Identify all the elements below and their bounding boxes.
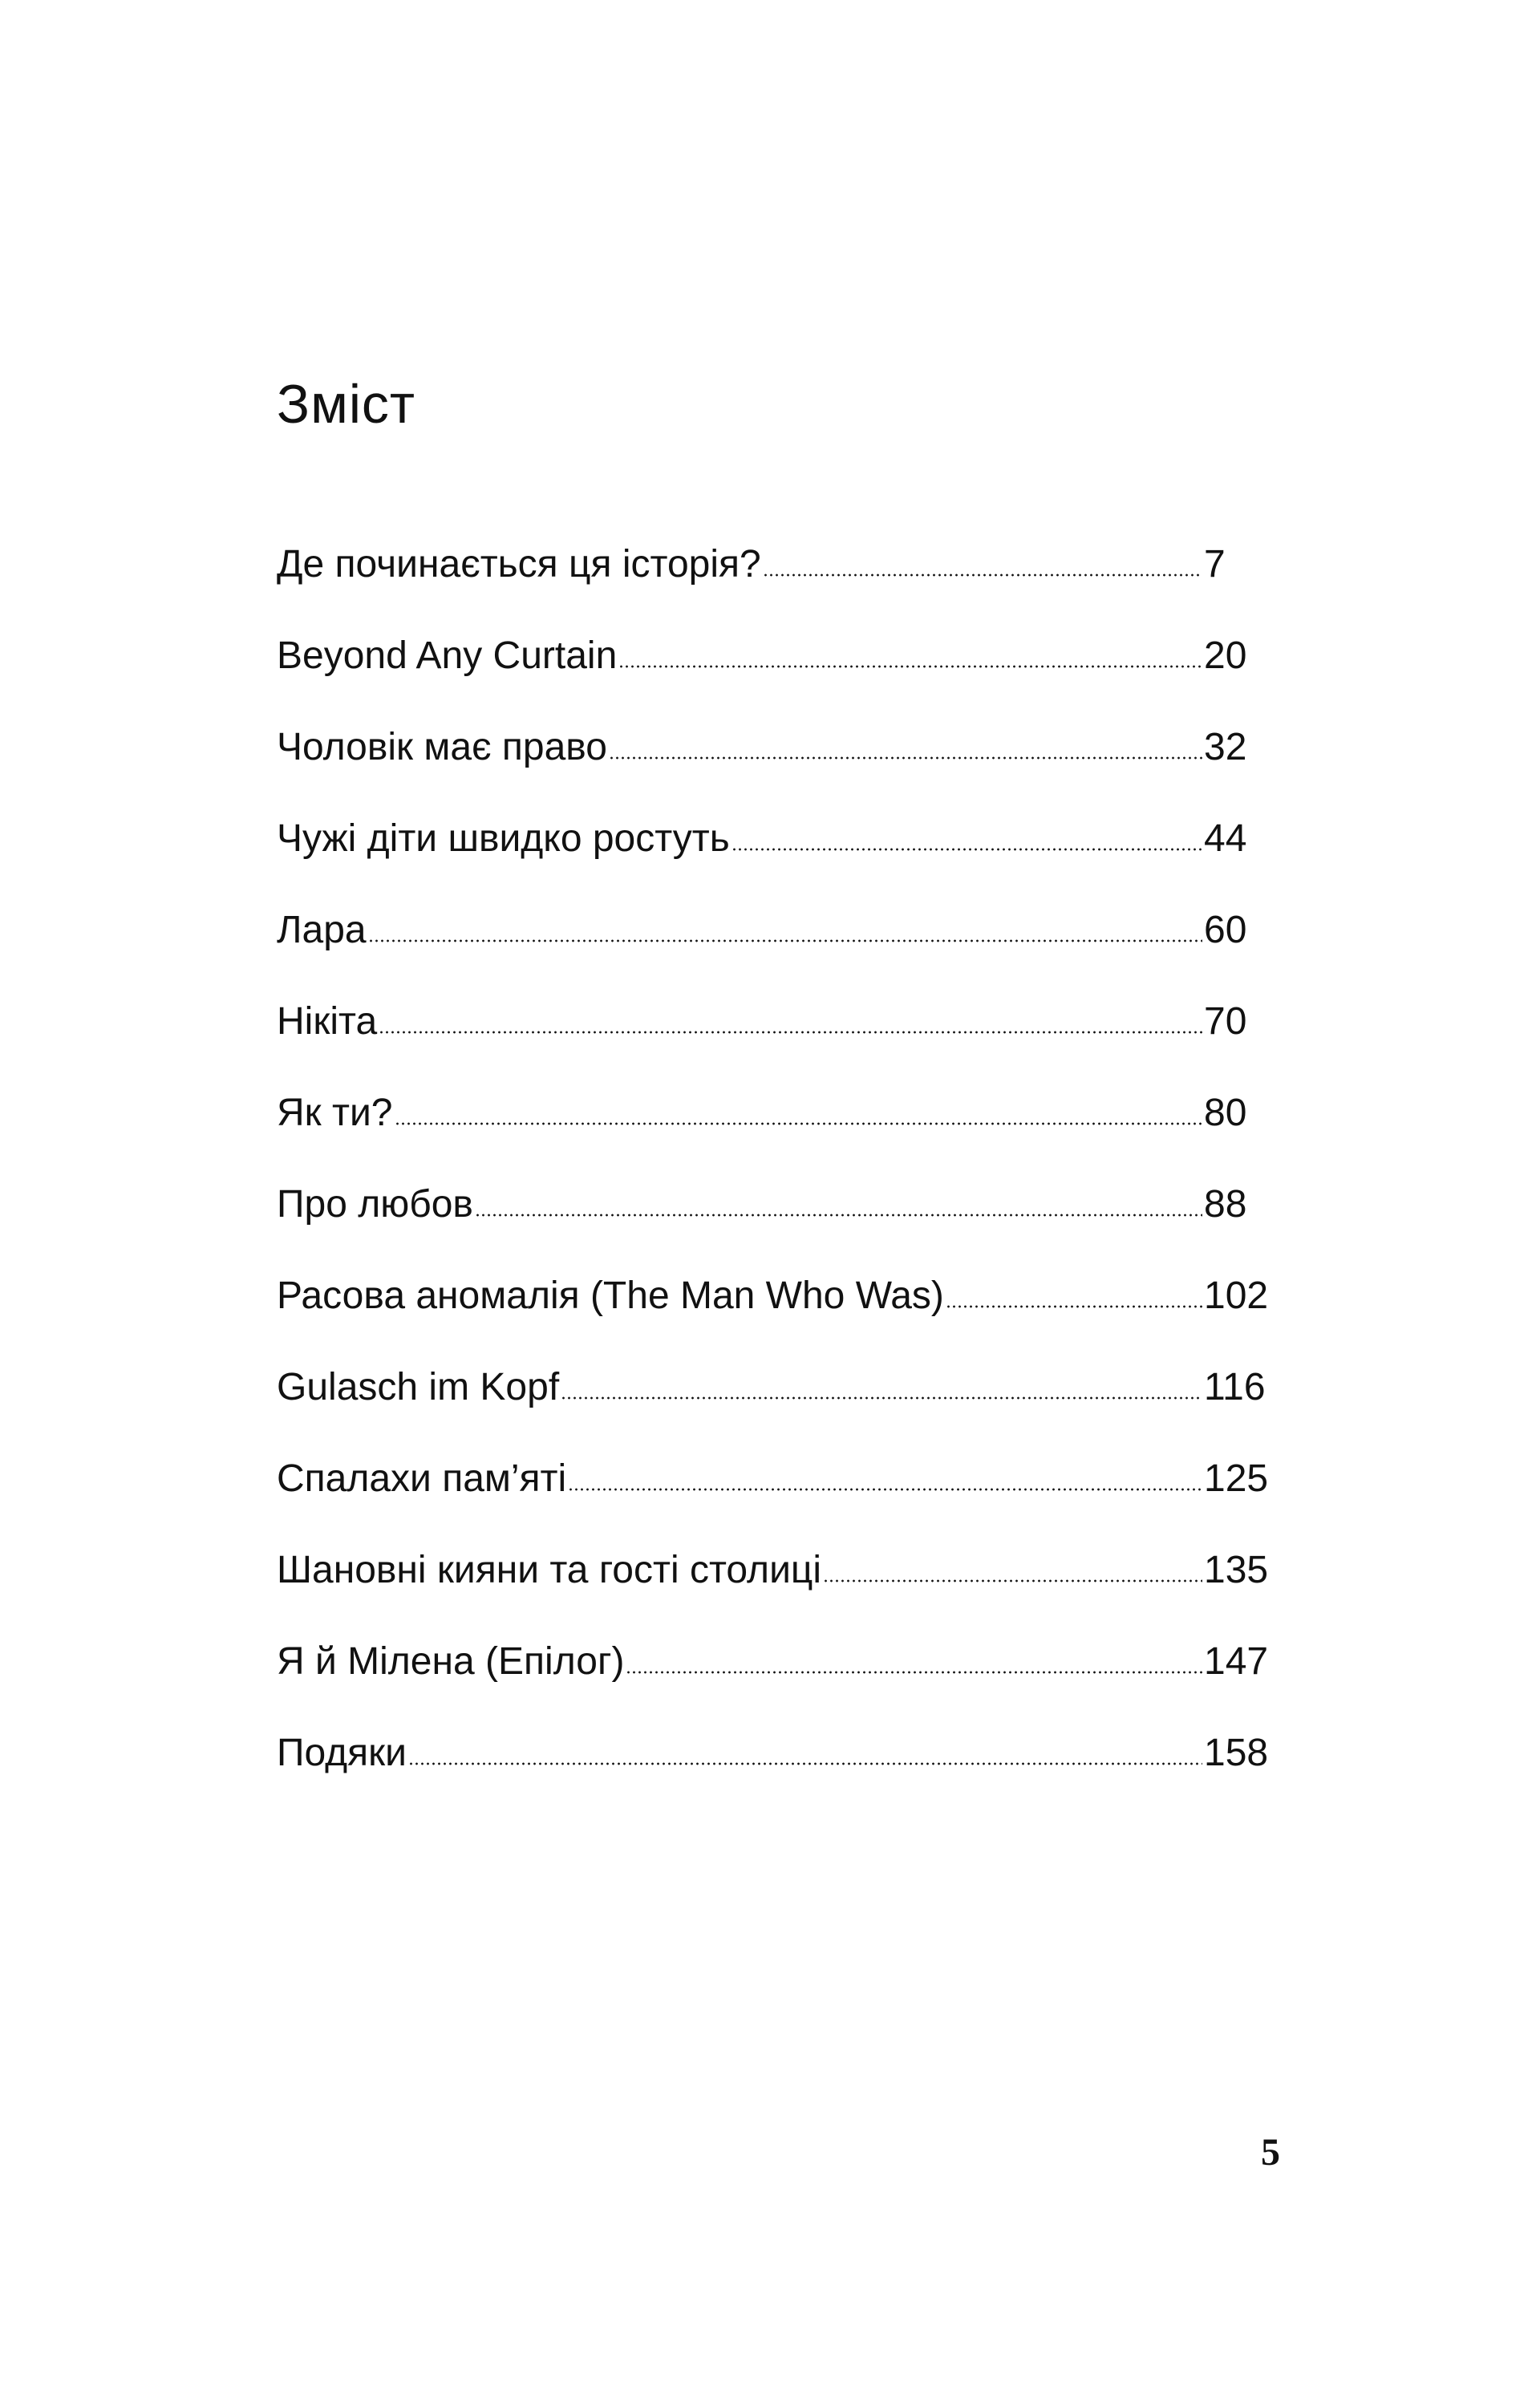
toc-entry-page: 7 xyxy=(1204,543,1226,586)
dot-leader xyxy=(626,1671,1202,1674)
toc-entry xyxy=(277,542,1271,634)
toc-entry-title: Чоловік має право xyxy=(277,726,607,768)
dot-leader xyxy=(408,1762,1202,1765)
toc-entry-page: 116 xyxy=(1204,1366,1266,1408)
dot-leader xyxy=(763,573,1202,577)
toc-entry-page: 135 xyxy=(1204,1549,1269,1591)
toc-entry xyxy=(277,634,1271,725)
toc-entry-title: Як ти? xyxy=(277,1092,393,1134)
toc-entry-title: Про любов xyxy=(277,1183,473,1226)
toc-entry xyxy=(277,725,1271,817)
toc-entry-title: Шановні кияни та гості столиці xyxy=(277,1549,822,1591)
dot-leader xyxy=(561,1396,1202,1400)
table-of-contents xyxy=(277,542,1271,1822)
toc-entry-title: Лара xyxy=(277,909,367,951)
toc-entry-title: Нікіта xyxy=(277,1000,378,1043)
toc-entry xyxy=(277,1731,1271,1822)
page-title: Зміст xyxy=(277,374,416,435)
toc-entry-title: Спалахи пам’яті xyxy=(277,1457,567,1500)
toc-entry-page: 20 xyxy=(1204,634,1247,677)
toc-entry-title: Gulasch im Kopf xyxy=(277,1366,560,1408)
dot-leader xyxy=(475,1214,1202,1217)
dot-leader xyxy=(609,756,1202,760)
dot-leader xyxy=(946,1305,1202,1308)
dot-leader xyxy=(732,848,1202,851)
dot-leader xyxy=(568,1488,1202,1491)
toc-entry xyxy=(277,1639,1271,1731)
toc-entry xyxy=(277,817,1271,908)
toc-entry xyxy=(277,1365,1271,1457)
toc-entry xyxy=(277,1091,1271,1182)
toc-entry xyxy=(277,1274,1271,1365)
toc-entry-page: 80 xyxy=(1204,1092,1247,1134)
toc-entry-title: Я й Мілена (Епілог) xyxy=(277,1640,625,1683)
toc-entry-title: Beyond Any Curtain xyxy=(277,634,618,677)
toc-entry-title: Де починається ця історія? xyxy=(277,543,761,586)
toc-entry-page: 147 xyxy=(1204,1640,1269,1683)
toc-entry xyxy=(277,1182,1271,1274)
toc-entry-title: Подяки xyxy=(277,1732,407,1774)
toc-entry xyxy=(277,908,1271,999)
toc-entry-page: 125 xyxy=(1204,1457,1269,1500)
page-number: 5 xyxy=(1261,2131,1280,2174)
toc-entry-page: 70 xyxy=(1204,1000,1247,1043)
toc-entry-page: 32 xyxy=(1204,726,1247,768)
dot-leader xyxy=(823,1579,1202,1582)
toc-entry-page: 88 xyxy=(1204,1183,1247,1226)
dot-leader xyxy=(618,665,1202,668)
toc-entry xyxy=(277,1457,1271,1548)
dot-leader xyxy=(379,1031,1202,1034)
toc-entry-page: 60 xyxy=(1204,909,1247,951)
dot-leader xyxy=(395,1122,1203,1125)
toc-entry-title: Расова аномалія (The Man Who Was) xyxy=(277,1274,944,1317)
toc-entry-title: Чужі діти швидко ростуть xyxy=(277,817,730,860)
toc-entry xyxy=(277,999,1271,1091)
toc-entry-page: 102 xyxy=(1204,1274,1269,1317)
toc-entry-page: 158 xyxy=(1204,1732,1269,1774)
toc-entry-page: 44 xyxy=(1204,817,1247,860)
toc-entry xyxy=(277,1548,1271,1639)
dot-leader xyxy=(368,939,1202,942)
